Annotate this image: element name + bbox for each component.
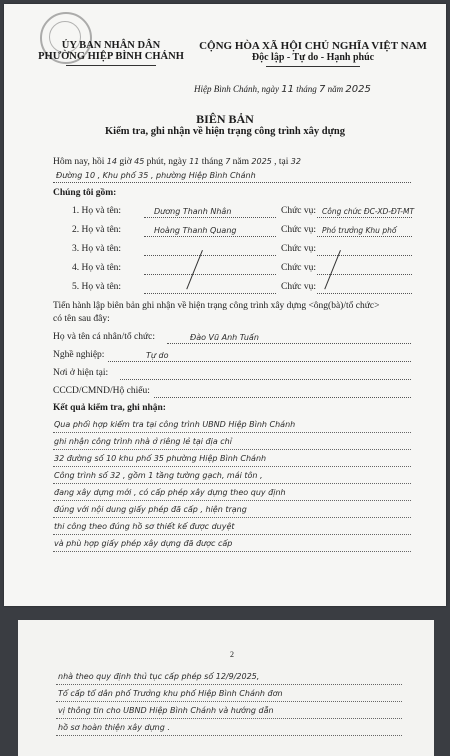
page2-line: vị thông tin cho UBND Hiệp Bình Chánh và hướng dẫn	[58, 706, 274, 715]
page2-dots	[56, 684, 402, 685]
nation-motto-line1: CỘNG HÒA XÃ HỘI CHỦ NGHĨA VIỆT NAM	[199, 40, 427, 52]
member-role-label: Chức vụ:	[281, 263, 316, 273]
member-name-label: Họ và tên:	[81, 263, 122, 273]
results-line: 32 đường số 10 khu phố 35 phường Hiệp Bình Chánh	[54, 454, 267, 463]
results-line: đúng với nội dung giấy phép đã cấp , hiện trạng	[54, 505, 247, 514]
page2-line: hồ sơ hoàn thiện xây dựng .	[58, 723, 170, 732]
document-title: BIÊN BẢN	[196, 112, 254, 126]
org-name-line2: PHƯỜNG HIỆP BÌNH CHÁNH	[38, 51, 184, 62]
member-row	[72, 225, 121, 235]
intro-minute-label: phút, ngày	[146, 157, 187, 167]
name-dots	[144, 274, 276, 275]
member-index: 4.	[72, 263, 80, 273]
member-role: Phó trưởng Khu phố	[322, 226, 397, 235]
member-name: Dương Thanh Nhân	[154, 207, 232, 216]
results-dots	[53, 466, 411, 467]
name-dots	[144, 293, 276, 294]
date-month: 7	[319, 84, 326, 95]
subject-id-dots	[154, 397, 411, 398]
member-index: 3.	[72, 244, 80, 254]
member-row	[72, 244, 121, 254]
subject-name: Đào Vũ Anh Tuấn	[190, 333, 259, 342]
subject-residence-label: Nơi ở hiện tại:	[53, 368, 109, 378]
member-role-label: Chức vụ:	[281, 244, 316, 254]
member-row	[72, 263, 121, 273]
role-dots	[317, 255, 412, 256]
member-name-label: Họ và tên:	[81, 206, 122, 216]
member-name-label: Họ và tên:	[81, 282, 122, 292]
name-dots	[144, 217, 276, 218]
name-dots	[144, 236, 276, 237]
results-dots	[53, 534, 411, 535]
proceed-text: Tiến hành lập biên bản ghi nhận về hiện trạng công trình xây dựng <ông(bà)/tổ chức>	[53, 301, 380, 311]
page2-line: nhà theo quy định thủ tục cấp phép số 12/9/2025,	[58, 672, 260, 681]
intro-hour-label: giờ	[119, 157, 132, 167]
results-heading: Kết quả kiểm tra, ghi nhận:	[53, 403, 166, 413]
role-dots	[317, 236, 412, 237]
member-row	[72, 282, 121, 292]
org-name-line1: ỦY BAN NHÂN DÂN	[61, 40, 161, 51]
intro-day: 11	[189, 157, 200, 166]
member-name-label: Họ và tên:	[81, 244, 122, 254]
name-dots	[144, 255, 276, 256]
results-line: và phù hợp giấy phép xây dựng đã được cấp	[54, 539, 233, 548]
results-line: thi công theo đúng hồ sơ thiết kế được duyệt	[54, 522, 235, 531]
results-line: Qua phối hợp kiểm tra tại công trình UBND Hiệp Bình Chánh	[54, 420, 296, 429]
intro-year: 2025	[251, 157, 272, 166]
subject-name-label: Họ và tên cá nhân/tổ chức:	[53, 332, 155, 342]
subject-name-dots	[167, 343, 411, 344]
intro-today-label: Hôm nay, hồi	[53, 157, 105, 167]
member-name: Hoàng Thanh Quang	[154, 226, 237, 235]
intro-line	[53, 157, 301, 167]
page2-dots	[56, 735, 402, 736]
subject-job: Tự do	[146, 351, 169, 360]
results-line: Công trình số 32 , gồm 1 tầng tường gạch, mái tôn ,	[54, 471, 263, 480]
date-year: 2025	[345, 84, 371, 95]
member-role-label: Chức vụ:	[281, 206, 316, 216]
date-line	[194, 84, 371, 95]
member-role-label: Chức vụ:	[281, 282, 316, 292]
page2-dots	[56, 701, 402, 702]
intro-address-line: Đường 10 , Khu phố 35 , phường Hiệp Bình Chánh	[56, 171, 256, 180]
intro-month: 7	[225, 157, 231, 166]
member-index: 1.	[72, 206, 80, 216]
page2-dots	[56, 718, 402, 719]
role-dots	[317, 217, 412, 218]
results-dots	[53, 551, 411, 552]
member-row	[72, 206, 121, 216]
member-role: Công chức ĐC-XD-ĐT-MT	[322, 207, 415, 216]
date-year-label: năm	[327, 84, 344, 94]
intro-address-number: 32	[290, 157, 301, 166]
results-dots	[53, 449, 411, 450]
document-page-2	[18, 620, 434, 756]
date-place: Hiệp Bình Chánh, ngày	[194, 84, 279, 94]
results-dots	[53, 500, 411, 501]
members-heading: Chúng tôi gồm:	[53, 188, 117, 198]
results-dots	[53, 432, 411, 433]
subject-job-dots	[108, 361, 411, 362]
results-dots	[53, 483, 411, 484]
intro-month-label: tháng	[201, 157, 223, 167]
results-line: đang xây dựng mới , có cấp phép xây dựng theo quy định	[54, 488, 286, 497]
member-index: 5.	[72, 282, 80, 292]
member-index: 2.	[72, 225, 80, 235]
document-subtitle: Kiểm tra, ghi nhận về hiện trạng công trình xây dựng	[105, 126, 345, 137]
page2-line: Tổ cấp tổ dân phố Trưởng khu phố Hiệp Bình Chánh đơn	[58, 689, 283, 698]
member-name-label: Họ và tên:	[81, 225, 122, 235]
date-month-label: tháng	[296, 84, 317, 94]
intro-year-label: năm	[232, 157, 250, 167]
intro-minute: 45	[134, 157, 145, 166]
proceed-text-2: có tên sau đây:	[53, 314, 110, 324]
org-underline	[66, 65, 156, 66]
results-dots	[53, 517, 411, 518]
nation-motto-line2: Độc lập - Tự do - Hạnh phúc	[251, 52, 375, 63]
subject-residence-dots	[120, 379, 411, 380]
subject-job-label: Nghề nghiệp:	[53, 350, 105, 360]
date-day: 11	[281, 84, 294, 95]
motto-underline	[266, 66, 360, 67]
role-dots	[317, 293, 412, 294]
member-role-label: Chức vụ:	[281, 225, 316, 235]
page-number: 2	[230, 650, 234, 659]
subject-id-label: CCCD/CMND/Hộ chiếu:	[53, 386, 150, 396]
intro-address-dots	[53, 182, 411, 183]
document-page-1	[4, 4, 446, 606]
results-line: ghi nhận công trình nhà ở riêng lẻ tại địa chỉ	[54, 437, 232, 446]
intro-at-label: , tại	[274, 157, 289, 167]
intro-hour: 14	[106, 157, 117, 166]
